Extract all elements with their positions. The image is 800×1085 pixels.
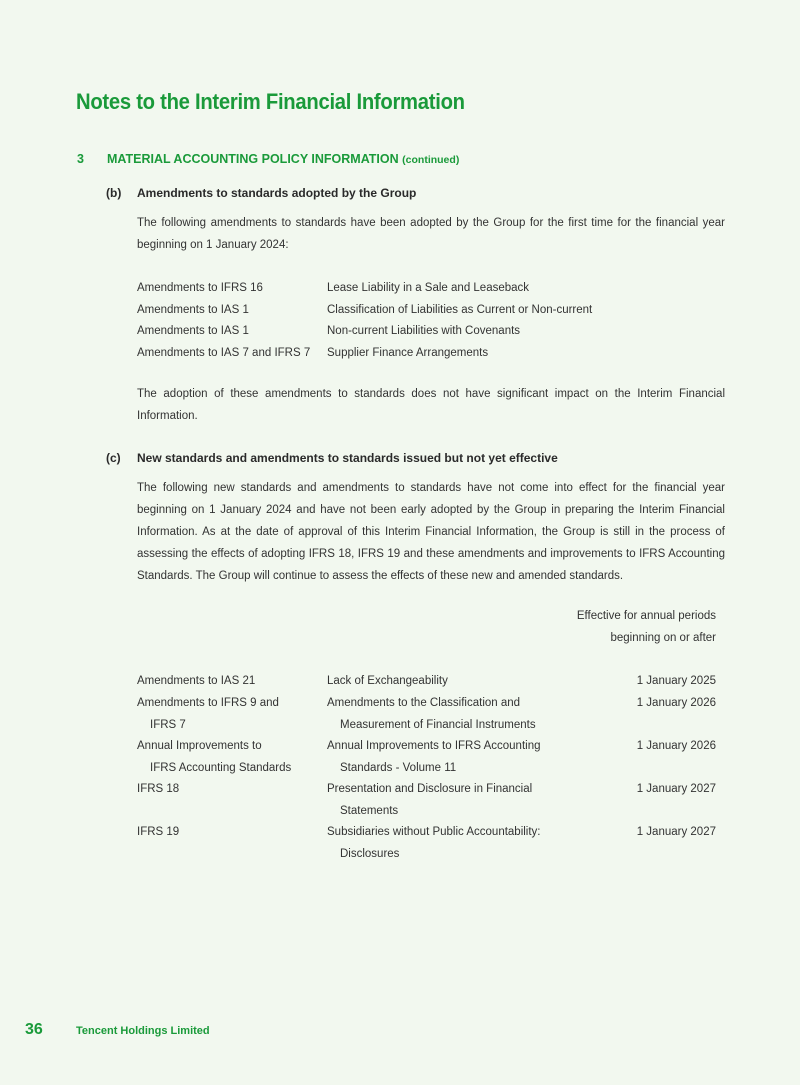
- section-title: MATERIAL ACCOUNTING POLICY INFORMATION: [107, 152, 399, 166]
- amendment-description: Supplier Finance Arrangements: [327, 347, 489, 359]
- subsection-c-heading: [106, 451, 558, 465]
- standard-description: Lack of Exchangeability: [327, 675, 448, 687]
- standard-description: Subsidiaries without Public Accountability: Disclosures: [327, 826, 541, 860]
- section-continued: (continued): [402, 154, 460, 166]
- amendment-description: Classification of Liabilities as Current or Non-current: [327, 304, 593, 316]
- effective-header-line1: Effective for annual periods: [576, 610, 716, 622]
- standard-effective-date: 1 January 2027: [636, 826, 716, 838]
- subsection-b-letter: (b): [106, 186, 122, 200]
- amendment-standard: Amendments to IAS 7 and IFRS 7: [137, 347, 311, 359]
- standard-name: Amendments to IFRS 9 and IFRS 7: [137, 697, 279, 731]
- standard-name: IFRS 19: [137, 826, 180, 838]
- standard-name: Amendments to IAS 21: [137, 675, 256, 687]
- page-number: 36: [25, 1021, 43, 1038]
- amendment-standard: Amendments to IAS 1: [137, 304, 249, 316]
- standard-effective-date: 1 January 2026: [636, 697, 716, 709]
- subsection-b-title: Amendments to standards adopted by the Group: [137, 186, 417, 200]
- standard-effective-date: 1 January 2026: [636, 740, 716, 752]
- amendment-description: Non-current Liabilities with Covenants: [327, 325, 521, 337]
- subsection-c-title: New standards and amendments to standards issued but not yet effective: [137, 451, 558, 465]
- page-title: Notes to the Interim Financial Information: [76, 89, 465, 114]
- footer-company: Tencent Holdings Limited: [76, 1025, 210, 1037]
- standard-description: Amendments to the Classification and Measurement of Financial Instruments: [327, 697, 536, 731]
- standard-description: Presentation and Disclosure in Financial Statements: [327, 783, 533, 817]
- standard-description: Annual Improvements to IFRS Accounting Standards - Volume 11: [327, 740, 541, 774]
- amendment-standard: Amendments to IFRS 16: [137, 282, 263, 294]
- subsection-c-letter: (c): [106, 451, 121, 465]
- standard-effective-date: 1 January 2025: [636, 675, 716, 687]
- effective-header-line2: beginning on or after: [610, 632, 716, 644]
- standard-name: IFRS 18: [137, 783, 180, 795]
- subsection-c-intro: The following new standards and amendments to standards have not come into effect for the financial year beginning on 1 January 2024 and have not been early adopted by the Group in preparing the Interim Financial Information. As at the date of approval of this Interim Financial Information, the Group is still in the process of assessing the effects of adopting IFRS 18, IFRS 19 and these amendments and improvements to IFRS Accounting Standards. The Group will continue to assess the effects of these new and amended standards.: [137, 482, 725, 582]
- amendment-description: Lease Liability in a Sale and Leaseback: [327, 282, 530, 294]
- subsection-b-intro: The following amendments to standards have been adopted by the Group for the first time for the financial year beginning on 1 January 2024:: [137, 217, 725, 251]
- amendment-standard: Amendments to IAS 1: [137, 325, 249, 337]
- section-heading: [77, 152, 459, 166]
- effective-date-header: [577, 605, 716, 649]
- subsection-b-heading: [106, 186, 416, 200]
- standard-name: Annual Improvements to IFRS Accounting Standards: [137, 740, 292, 774]
- subsection-b-conclusion: The adoption of these amendments to standards does not have significant impact on the Interim Financial Information.: [137, 388, 725, 422]
- standard-effective-date: 1 January 2027: [636, 783, 716, 795]
- section-number: 3: [77, 152, 84, 166]
